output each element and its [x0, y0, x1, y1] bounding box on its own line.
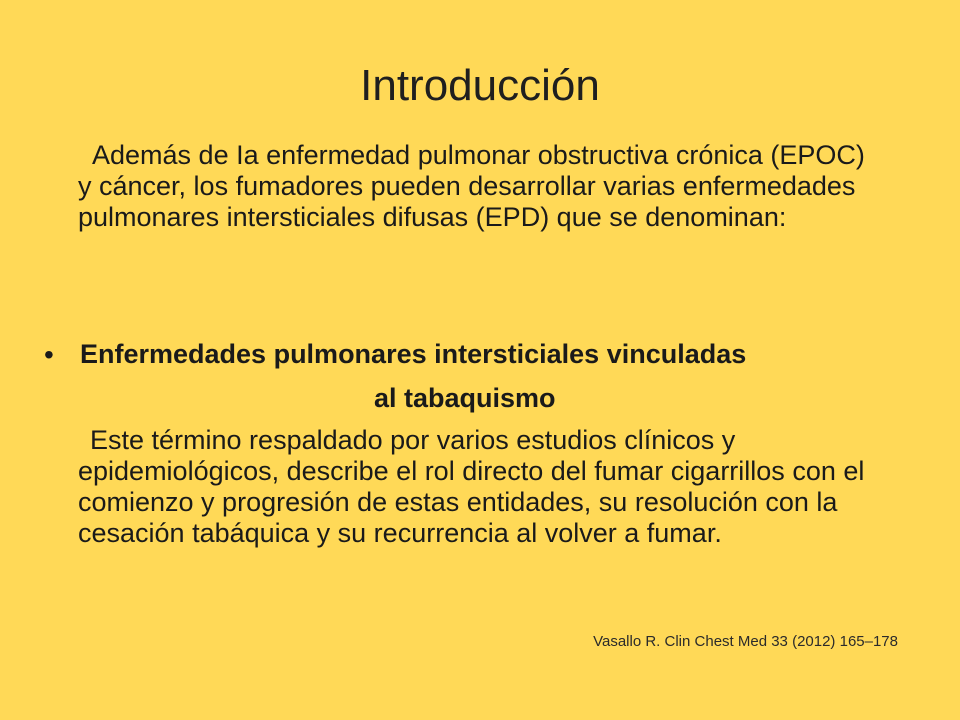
- citation: Vasallo R. Clin Chest Med 33 (2012) 165–178: [593, 633, 898, 650]
- intro-paragraph: [78, 140, 878, 233]
- bullet-dot-icon: •: [44, 339, 54, 370]
- slide-title: Introducción: [360, 61, 600, 110]
- body-paragraph: [78, 425, 908, 549]
- intro-paragraph-text: Además de Ia enfermedad pulmonar obstructiva crónica (EPOC) y cáncer, los fumadores pueden desarrollar varias enfermedades pulmonares intersticiales difusas (EPD) que se denominan:: [78, 140, 865, 232]
- bullet-heading-line1: Enfermedades pulmonares intersticiales vinculadas: [80, 339, 747, 369]
- bullet-heading-line2: al tabaquismo: [374, 383, 556, 413]
- body-paragraph-text: Este término respaldado por varios estudios clínicos y epidemiológicos, describe el rol directo del fumar cigarrillos con el comienzo y progresión de estas entidades, su resolución con la cesación tabáquica y su recurrencia al volver a fumar.: [78, 425, 865, 548]
